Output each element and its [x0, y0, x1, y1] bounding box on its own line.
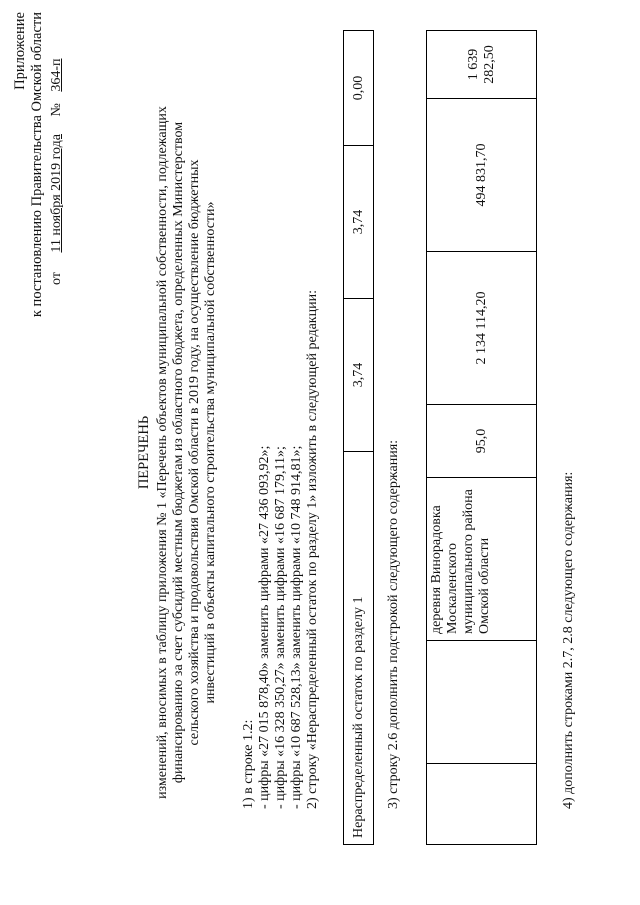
title-line-2: финансированию за счет субсидий местным бюджетам из областного бюджета, определенных Министерством: [171, 121, 186, 784]
item-1: 1) в строке 1.2:: [241, 719, 256, 809]
number-prefix: №: [49, 103, 64, 117]
empty-cell: [427, 764, 537, 845]
title-line-4: инвестиций в объекты капитального строительства муниципальной собственности»: [203, 201, 218, 704]
item-1-sub-3: - цифры «10 687 528,13» заменить цифрами «10 748 914,81»;: [289, 445, 304, 809]
title-word: ПЕРЕЧЕНЬ: [136, 415, 152, 490]
resolution-date: 11 ноября 2019 года: [49, 134, 64, 253]
date-prefix: от: [49, 272, 64, 285]
cell-value-1: 2 134 114,20: [427, 252, 537, 405]
empty-cell: [427, 641, 537, 764]
cell-value-1: 3,74: [344, 299, 374, 452]
subrow-table: [426, 30, 537, 845]
appendix-label: Приложение: [12, 12, 28, 90]
item-1-sub-1: - цифры «27 015 878,40» заменить цифрами «27 436 093,92»;: [257, 445, 272, 809]
resolution-date-line: [48, 55, 65, 286]
cell-value-2: 3,74: [344, 146, 374, 299]
resolution-number: 364-п: [49, 58, 64, 92]
row-label: Нераспределенный остаток по разделу 1: [344, 452, 374, 845]
title-line-1: изменений, вносимых в таблицу приложения № 1 «Перечень объектов муниципальной собственности, подлежащих: [155, 106, 170, 799]
table-row: [427, 31, 537, 845]
resolution-line: к постановлению Правительства Омской области: [29, 12, 45, 318]
table-row: [344, 31, 374, 845]
item-3: 3) строку 2.6 дополнить подстрокой следующего содержания:: [386, 439, 401, 809]
item-2: 2) строку «Нераспределенный остаток по разделу 1» изложить в следующей редакции:: [305, 290, 320, 809]
item-1-sub-2: - цифры «16 328 350,27» заменить цифрами «16 687 179,11»;: [273, 446, 288, 809]
cell-value-2: 494 831,70: [427, 99, 537, 252]
cell-value-3: 1 639 282,50: [427, 31, 537, 99]
place-cell: деревня Винорадовка Москаленского муниципального района Омской области: [427, 478, 537, 641]
percent-cell: 95,0: [427, 405, 537, 478]
title-line-3: сельского хозяйства и продовольствия Омской области в 2019 году, на осуществление бюджетных: [187, 159, 202, 746]
item-4: 4) дополнить строками 2.7, 2.8 следующего содержания:: [561, 471, 576, 809]
cell-value-3: 0,00: [344, 31, 374, 146]
unallocated-balance-table: [343, 30, 374, 845]
